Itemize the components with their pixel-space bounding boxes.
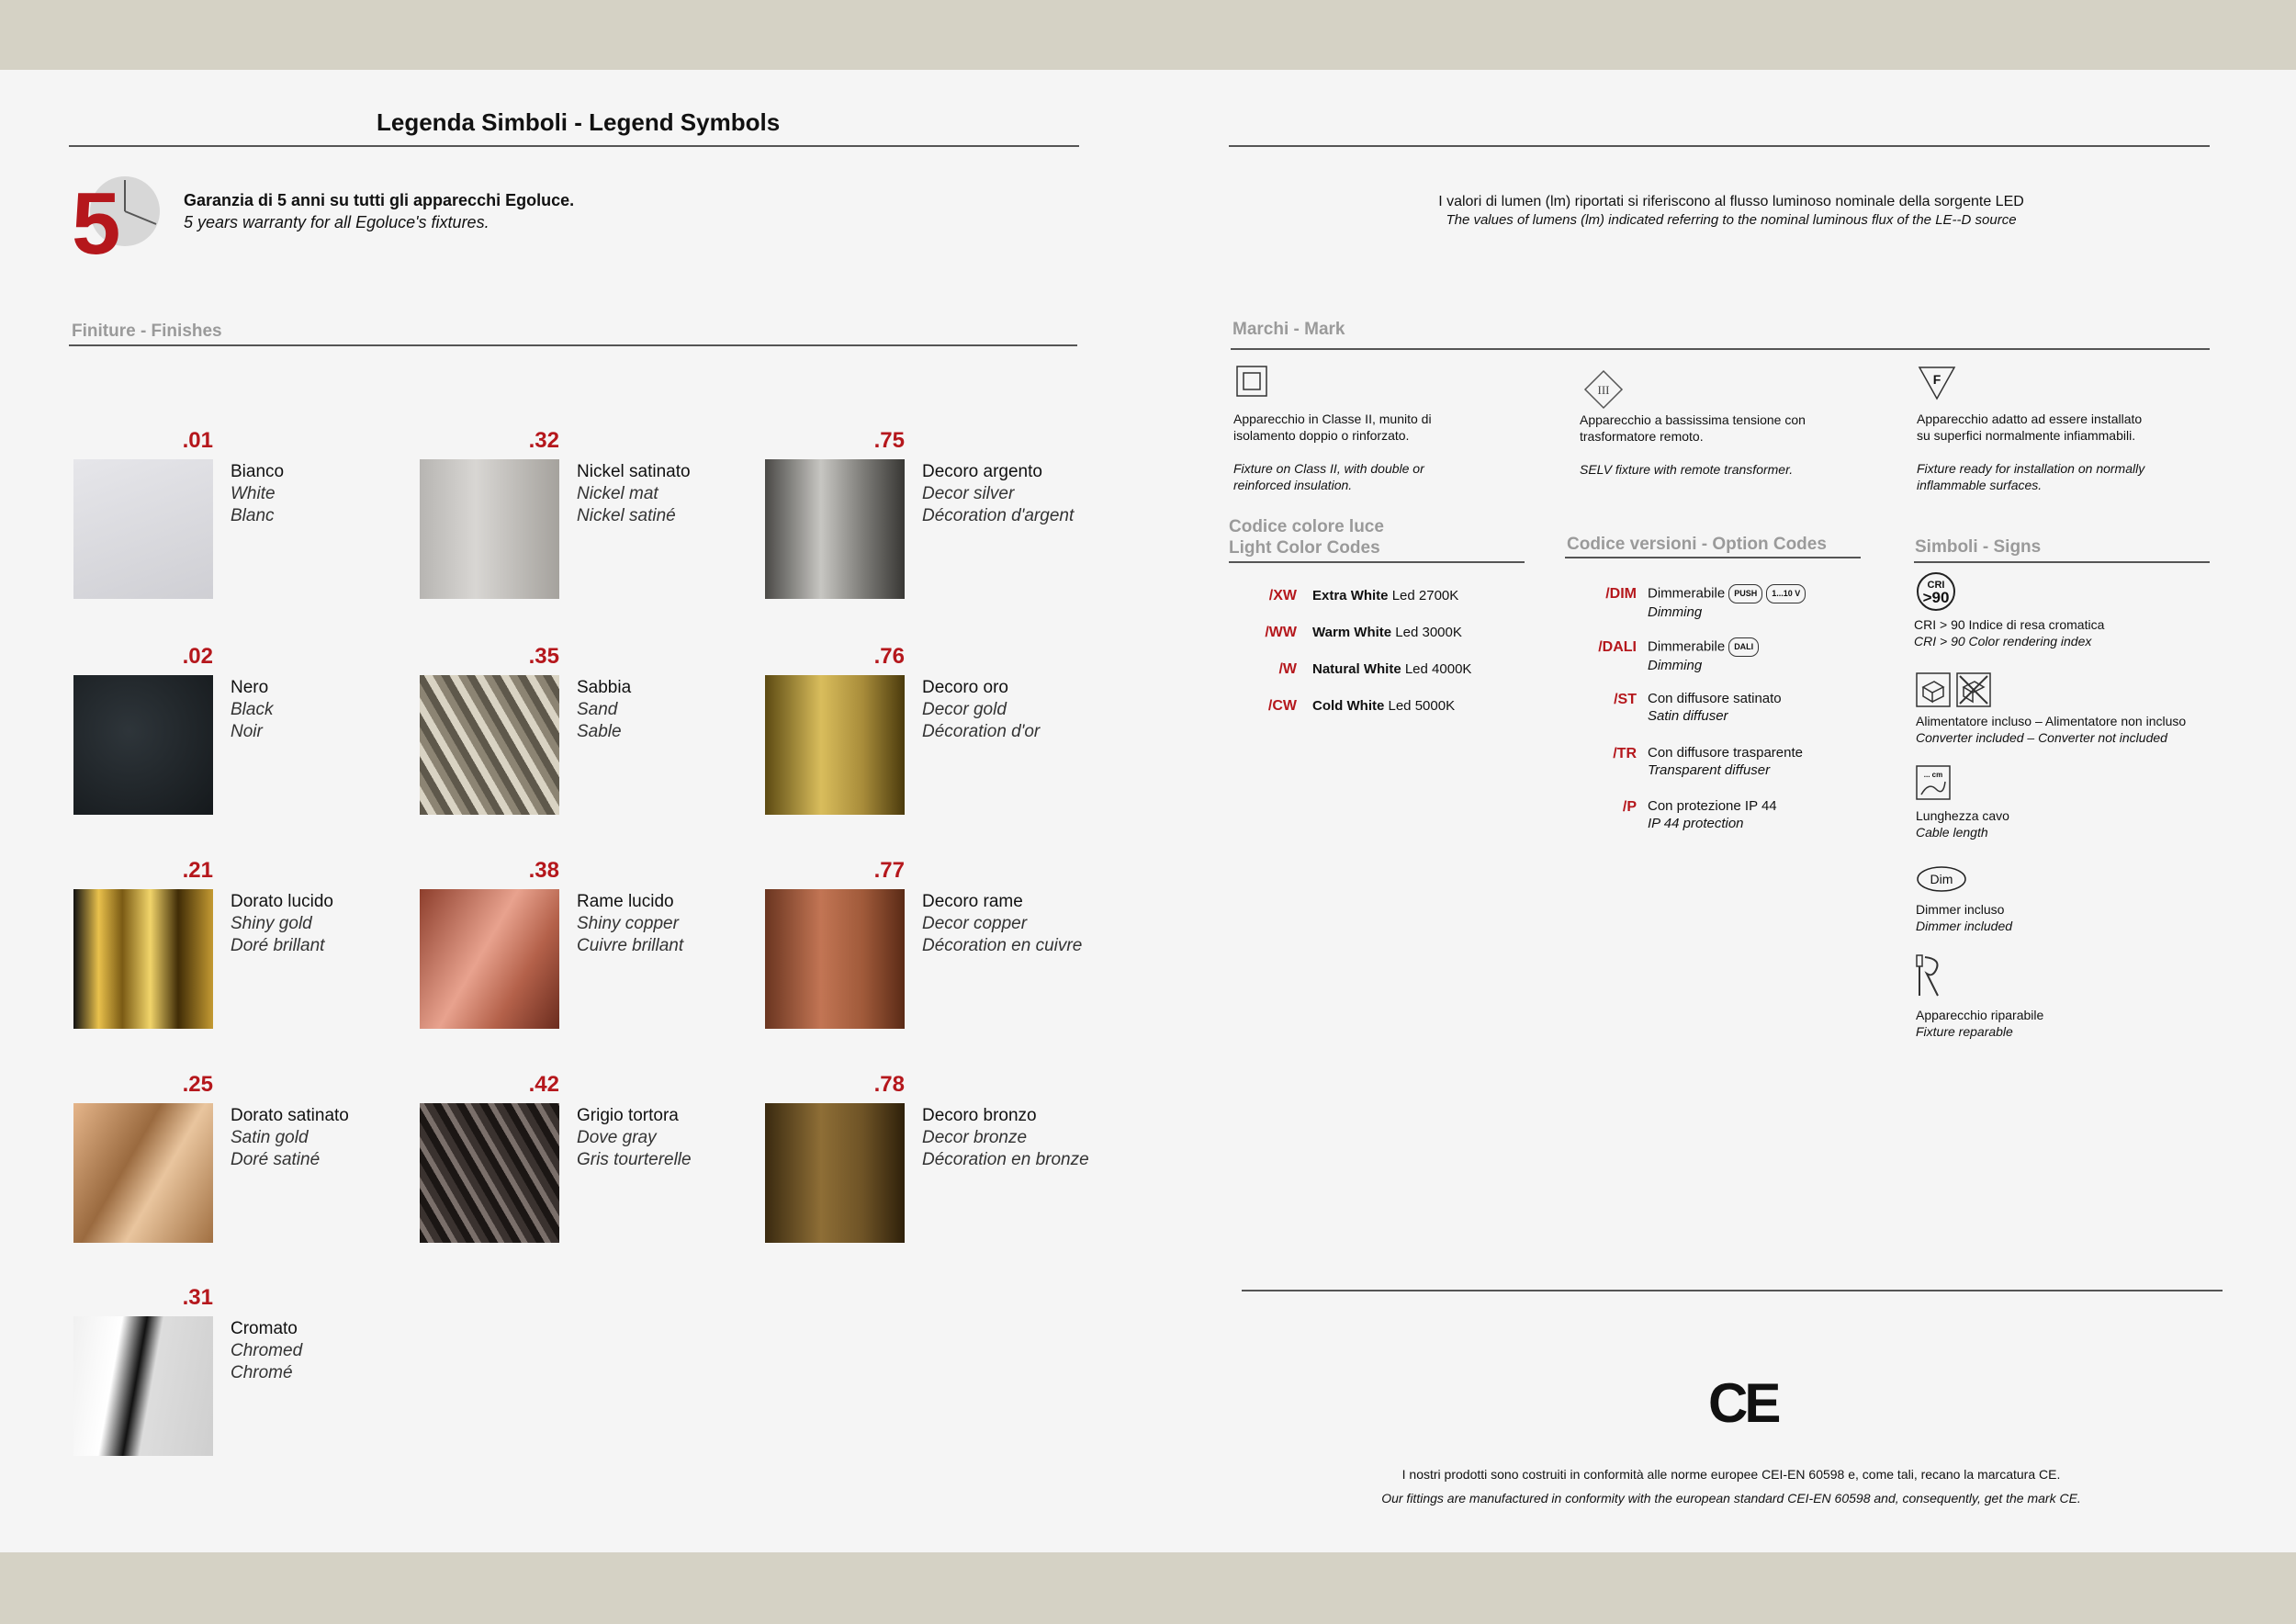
converter-not-included-icon — [1956, 672, 1991, 712]
option-codes-divider — [1565, 557, 1861, 558]
finish-name — [577, 891, 683, 957]
finish-name — [231, 1105, 349, 1171]
selv-symbol: III — [1597, 383, 1610, 397]
finish-name-it: Sabbia — [577, 678, 632, 697]
cable-length-symbol: ... cm — [1923, 771, 1943, 779]
finish-name-it: Rame lucido — [577, 892, 674, 911]
light-code-text — [1312, 624, 1462, 641]
sign-converter-en: Converter included – Converter not included — [1916, 730, 2167, 745]
sign-dimmer-it: Dimmer incluso — [1916, 902, 2005, 917]
option-code-text — [1648, 584, 1806, 621]
finish-name-fr: Doré brillant — [231, 936, 325, 955]
light-code-detail: Led 2700K — [1391, 588, 1459, 603]
finish-swatch — [420, 1103, 559, 1243]
finish-name-fr: Décoration en cuivre — [922, 936, 1083, 955]
sign-repairable-text — [1916, 1007, 2191, 1040]
finish-name — [922, 1105, 1089, 1171]
cri-icon — [1916, 571, 1956, 616]
finish-name-it: Grigio tortora — [577, 1106, 679, 1125]
light-code-text — [1312, 587, 1458, 604]
option-code-text — [1648, 690, 1782, 725]
finish-name-en: Decor bronze — [922, 1128, 1028, 1147]
finish-swatch — [765, 459, 905, 599]
finish-name-en: Black — [231, 700, 274, 719]
finish-name-it: Nero — [231, 678, 269, 697]
finish-name-fr: Noir — [231, 722, 263, 741]
finish-name-en: White — [231, 484, 276, 503]
finish-name-en: Nickel mat — [577, 484, 658, 503]
finish-name — [231, 891, 333, 957]
lumen-note — [1341, 193, 2122, 230]
right-top-divider — [1229, 145, 2210, 147]
option-code-it: Dimmerabile — [1648, 638, 1726, 655]
light-code-name: Natural White — [1312, 661, 1405, 677]
finish-code: .21 — [182, 858, 213, 883]
light-code: /W — [1278, 661, 1297, 677]
light-code-name: Warm White — [1312, 625, 1396, 640]
light-codes-divider — [1229, 561, 1525, 563]
finish-code: .02 — [182, 644, 213, 669]
finish-name-it: Decoro oro — [922, 678, 1008, 697]
light-code-name: Cold White — [1312, 698, 1389, 714]
light-codes-title-en: Light Color Codes — [1229, 538, 1380, 558]
finish-name — [577, 461, 691, 527]
f-mark-symbol: F — [1932, 372, 1941, 387]
light-code: /CW — [1267, 698, 1297, 714]
finish-name-it: Dorato satinato — [231, 1106, 349, 1125]
mark-f-text — [1917, 411, 2155, 493]
ce-text-it: I nostri prodotti sono costruiti in conformità alle norme europee CEI-EN 60598 e, come tali, recano la marcatura CE. — [1401, 1467, 2061, 1482]
sign-dimmer-en: Dimmer included — [1916, 919, 2013, 933]
finish-name-fr: Cuivre brillant — [577, 936, 684, 955]
sign-converter-text — [1916, 713, 2219, 746]
warranty-clock-icon — [72, 173, 163, 255]
mark-class-ii-text — [1233, 411, 1463, 493]
mark-selv-it: Apparecchio a bassissima tensione con trasformatore remoto. — [1580, 412, 1806, 444]
sign-cri-text — [1914, 616, 2208, 649]
finish-code: .01 — [182, 428, 213, 453]
finish-name-fr: Chromé — [231, 1363, 293, 1382]
finish-name — [922, 891, 1082, 957]
finish-name — [577, 677, 631, 743]
light-code-text — [1312, 697, 1455, 715]
option-code: /DIM — [1605, 586, 1637, 602]
light-code: /WW — [1265, 625, 1297, 640]
option-code: /DALI — [1598, 639, 1637, 655]
finish-swatch — [420, 675, 559, 815]
marks-divider — [1231, 348, 2210, 350]
finish-name-en: Shiny gold — [231, 914, 312, 933]
mark-selv-en: SELV fixture with remote transformer. — [1580, 462, 1794, 477]
finish-name — [231, 461, 284, 527]
finish-name-fr: Blanc — [231, 506, 275, 525]
option-codes-title: Codice versioni - Option Codes — [1567, 535, 1827, 554]
finish-swatch — [73, 1316, 213, 1456]
finish-swatch — [73, 459, 213, 599]
ce-mark-icon: CE — [1708, 1372, 1778, 1434]
light-code-detail: Led 3000K — [1395, 625, 1462, 640]
finish-name-en: Sand — [577, 700, 618, 719]
finish-swatch — [765, 889, 905, 1029]
lumen-note-en: The values of lumens (lm) indicated referring to the nominal luminous flux of the LE--D source — [1446, 212, 2017, 228]
option-badge: PUSH — [1728, 584, 1762, 603]
finish-code: .31 — [182, 1285, 213, 1310]
option-badge: DALI — [1728, 637, 1759, 657]
finish-swatch — [420, 459, 559, 599]
sign-cable-it: Lunghezza cavo — [1916, 808, 2009, 823]
ce-divider — [1242, 1290, 2223, 1291]
finish-name-fr: Sable — [577, 722, 622, 741]
finish-name-it: Cromato — [231, 1319, 298, 1338]
mark-f-it: Apparecchio adatto ad essere installato su superfici normalmente infiammabili. — [1917, 412, 2143, 443]
bottom-band — [0, 1552, 2296, 1624]
finish-code: .78 — [873, 1072, 905, 1097]
signs-divider — [1914, 561, 2210, 563]
finish-swatch — [73, 889, 213, 1029]
sign-cri-en: CRI > 90 Color rendering index — [1914, 634, 2092, 648]
light-code-name: Extra White — [1312, 588, 1392, 603]
sign-repairable-it: Apparecchio riparabile — [1916, 1008, 2044, 1022]
option-code-text — [1648, 744, 1803, 779]
warranty-en: 5 years warranty for all Egoluce's fixtures. — [184, 213, 490, 231]
finish-code: .76 — [873, 644, 905, 669]
finish-name-en: Decor silver — [922, 484, 1015, 503]
light-code-text — [1312, 660, 1471, 678]
finish-name-it: Bianco — [231, 462, 285, 481]
finish-name-en: Shiny copper — [577, 914, 679, 933]
option-code-text — [1648, 797, 1777, 832]
option-code-en: IP 44 protection — [1648, 816, 1744, 831]
finish-code: .32 — [528, 428, 559, 453]
warranty-number: 5 — [72, 175, 121, 255]
option-code-text — [1648, 637, 1759, 674]
option-code-en: Satin diffuser — [1648, 708, 1728, 724]
marks-title: Marchi - Mark — [1232, 320, 1345, 339]
finish-name-it: Decoro rame — [922, 892, 1023, 911]
option-code-it: Con protezione IP 44 — [1648, 798, 1777, 814]
warranty-text — [184, 189, 574, 233]
dimmer-icon — [1916, 865, 1967, 897]
finish-name-en: Chromed — [231, 1341, 303, 1360]
mark-f-en: Fixture ready for installation on normally inflammable surfaces. — [1917, 461, 2145, 492]
finish-swatch — [73, 675, 213, 815]
finish-name-fr: Décoration d'argent — [922, 506, 1075, 525]
finish-name-it: Dorato lucido — [231, 892, 333, 911]
option-code-en: Dimming — [1648, 658, 1703, 673]
sign-cable-text — [1916, 807, 2191, 840]
finish-name-it: Decoro argento — [922, 462, 1042, 481]
finish-name — [231, 1318, 302, 1384]
cri-symbol-bottom: >90 — [1922, 589, 1950, 606]
light-codes-title-it: Codice colore luce — [1229, 517, 1384, 536]
mark-class-ii-en: Fixture on Class II, with double or reinforced insulation. — [1233, 461, 1424, 492]
option-code: /TR — [1613, 746, 1637, 761]
light-code-detail: Led 5000K — [1388, 698, 1456, 714]
light-codes-title — [1229, 516, 1384, 558]
option-code-en: Transparent diffuser — [1648, 762, 1771, 778]
light-code: /XW — [1268, 588, 1297, 603]
finish-swatch — [765, 1103, 905, 1243]
finish-name-fr: Nickel satiné — [577, 506, 676, 525]
cri-symbol-top: CRI — [1927, 580, 1945, 591]
page-title: Legenda Simboli - Legend Symbols — [377, 108, 781, 136]
sign-cable-en: Cable length — [1916, 825, 1988, 840]
finishes-title: Finiture - Finishes — [72, 321, 222, 341]
light-code-detail: Led 4000K — [1404, 661, 1472, 677]
option-code-it: Dimmerabile — [1648, 585, 1726, 602]
finish-code: .42 — [528, 1072, 559, 1097]
dimmer-symbol: Dim — [1930, 872, 1953, 886]
finish-code: .25 — [182, 1072, 213, 1097]
converter-included-icon — [1916, 672, 1951, 712]
option-code-it: Con diffusore satinato — [1648, 691, 1782, 706]
finish-name-en: Satin gold — [231, 1128, 309, 1147]
finish-name-fr: Gris tourterelle — [577, 1150, 692, 1169]
finish-name-en: Decor copper — [922, 914, 1028, 933]
selv-icon — [1583, 369, 1624, 414]
signs-title: Simboli - Signs — [1915, 537, 2042, 557]
cable-length-icon — [1916, 765, 1951, 805]
finish-swatch — [420, 889, 559, 1029]
finish-name — [922, 461, 1074, 527]
option-code-en: Dimming — [1648, 604, 1703, 620]
finish-code: .77 — [873, 858, 905, 883]
class-ii-icon — [1236, 366, 1267, 401]
finish-name-en: Dove gray — [577, 1128, 657, 1147]
mark-selv-text — [1580, 412, 1818, 478]
finish-code: .75 — [873, 428, 905, 453]
option-code: /P — [1622, 799, 1637, 815]
lumen-note-it: I valori di lumen (lm) riportati si riferiscono al flusso luminoso nominale della sorgente LED — [1438, 194, 2024, 209]
finish-name — [922, 677, 1040, 743]
repairable-icon — [1914, 953, 1945, 1004]
finish-swatch — [765, 675, 905, 815]
finish-code: .38 — [528, 858, 559, 883]
sign-cri-it: CRI > 90 Indice di resa cromatica — [1914, 617, 2105, 632]
top-band — [0, 0, 2296, 70]
sign-dimmer-text — [1916, 901, 2191, 934]
finishes-divider — [69, 344, 1077, 346]
finish-name-fr: Décoration d'or — [922, 722, 1041, 741]
sign-converter-it: Alimentatore incluso – Alimentatore non incluso — [1916, 714, 2187, 728]
finish-code: .35 — [528, 644, 559, 669]
ce-text-en: Our fittings are manufactured in conformity with the european standard CEI-EN 60598 and, consequently, get the mark CE. — [1381, 1491, 2081, 1506]
finish-name-it: Nickel satinato — [577, 462, 691, 481]
ce-text — [1267, 1462, 2195, 1510]
finish-name — [231, 677, 273, 743]
finish-name — [577, 1105, 692, 1171]
finish-name-en: Decor gold — [922, 700, 1007, 719]
finish-name-it: Decoro bronzo — [922, 1106, 1037, 1125]
f-mark-icon — [1918, 366, 1956, 405]
mark-class-ii-it: Apparecchio in Classe II, munito di isolamento doppio o rinforzato. — [1233, 412, 1432, 443]
finish-name-fr: Doré satiné — [231, 1150, 321, 1169]
sign-repairable-en: Fixture reparable — [1916, 1024, 2013, 1039]
option-badge: 1...10 V — [1766, 584, 1806, 603]
finish-swatch — [73, 1103, 213, 1243]
option-code-it: Con diffusore trasparente — [1648, 745, 1803, 761]
finish-name-fr: Décoration en bronze — [922, 1150, 1089, 1169]
warranty-it: Garanzia di 5 anni su tutti gli apparecchi Egoluce. — [184, 191, 575, 209]
title-divider — [69, 145, 1079, 147]
option-code: /ST — [1614, 692, 1637, 707]
